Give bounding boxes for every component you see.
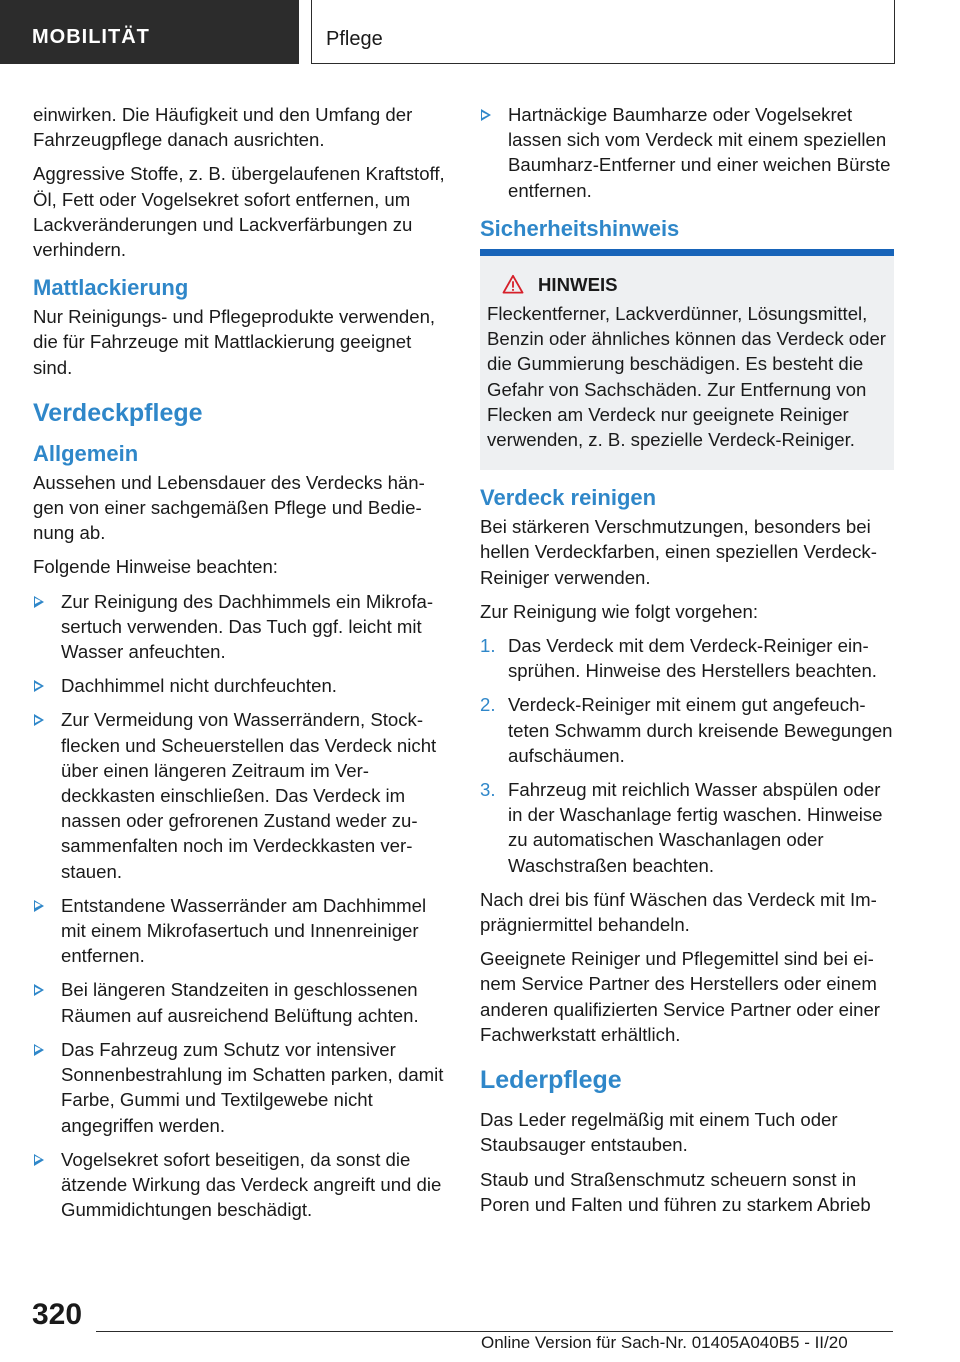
- hinweise-list: [33, 589, 448, 1223]
- lederpflege-text: Staub und Straßenschmutz scheuern sonst in Poren und Falten und führen zu starkem Abrieb: [480, 1168, 871, 1215]
- triangle-bullet-icon: [34, 680, 44, 692]
- list-lead: Folgende Hinweise beachten:: [33, 556, 278, 578]
- heading-sicherheitshinweis: Sicherheitshinweis: [480, 215, 680, 241]
- intro-paragraph: einwirken. Die Häufigkeit und den Umfang der Fahrzeugpflege danach ausrichten.: [33, 104, 413, 151]
- list-item: [33, 589, 448, 665]
- continued-list: [480, 102, 894, 203]
- heading-allgemein: Allgemein: [33, 440, 139, 466]
- list-item: [33, 1147, 448, 1223]
- right-column: [480, 102, 894, 1226]
- heading-mattlackierung: Mattlackierung: [33, 275, 189, 301]
- step-item: [480, 692, 894, 768]
- notice-box: [480, 256, 894, 470]
- step-number: 2.: [480, 694, 496, 716]
- list-item: [33, 893, 448, 969]
- left-column: [33, 102, 448, 1231]
- list-item: [33, 1037, 448, 1138]
- step-text: Fahrzeug mit reichlich Wasser abspülen oder in der Waschanlage fertig waschen. Hinweise zu automatischen Waschanlagen oder Waschstraßen beachten.: [508, 779, 883, 876]
- bezugsquellen-text: Geeignete Reiniger und Pflegemittel sind bei einem Service Partner des Herstellers oder einem anderen qualifizierten Service Partner oder einer Fachwerkstatt erhältlich.: [480, 948, 880, 1045]
- step-number: 3.: [480, 779, 496, 801]
- heading-verdeck-reinigen: Verdeck reinigen: [480, 485, 657, 511]
- footer-divider: [96, 1331, 893, 1332]
- heading-verdeckpflege: Verdeckpflege: [33, 398, 203, 427]
- reinigen-text: Bei stärkeren Verschmutzungen, besonders bei hellen Verdeckfarben, einen speziellen Verdeck-Reiniger verwenden.: [480, 516, 877, 588]
- step-item: [480, 777, 894, 878]
- notice-header: [502, 272, 886, 297]
- page-number: 320: [32, 1298, 83, 1331]
- list-item-text: Bei längeren Standzeiten in geschlossenen Räumen auf ausreichend Belüftung achten.: [61, 979, 419, 1026]
- list-item: [33, 673, 448, 698]
- triangle-bullet-icon: [481, 109, 491, 121]
- intro-paragraph: Aggressive Stoffe, z. B. übergelaufenen Kraftstoff, Öl, Fett oder Vogelsekret sofort entfernen, um Lackveränderungen und Lackverfärbungen zu verhindern.: [33, 163, 445, 261]
- allgemein-text: Aussehen und Lebensdauer des Verdecks hängen von einer sachgemäßen Pflege und Bedienung ab.: [33, 471, 425, 544]
- list-item-text: Zur Vermeidung von Wasserrändern, Stockflecken und Scheuerstellen das Verdeck nicht über einen längeren Zeitraum im Verdeckkasten einschließen. Das Verdeck im nassen oder gefrorenen Zustand weder zusammenfalten noch im Verdeckkasten verstauen.: [61, 709, 437, 882]
- heading-lederpflege: Lederpflege: [480, 1066, 622, 1095]
- chapter-title: Pflege: [326, 28, 383, 50]
- section-title: MOBILITÄT: [32, 26, 150, 48]
- steps-list: [480, 633, 894, 878]
- triangle-bullet-icon: [34, 1154, 44, 1166]
- triangle-bullet-icon: [34, 714, 44, 726]
- step-item: [480, 633, 894, 683]
- impraegnier-text: Nach drei bis fünf Wäschen das Verdeck mit Imprägniermittel behandeln.: [480, 888, 877, 936]
- list-item-text: Zur Reinigung des Dachhimmels ein Mikrofasertuch verwenden. Das Tuch ggf. leicht mit Wasser anfeuchten.: [61, 590, 434, 663]
- notice-label: HINWEIS: [538, 273, 618, 295]
- triangle-bullet-icon: [34, 1044, 44, 1056]
- section-header: [0, 0, 299, 64]
- chapter-header: [311, 0, 895, 64]
- list-item-text: Das Fahrzeug zum Schutz vor intensiver Sonnenbestrahlung im Schatten parken, damit Farbe, Gummi und Textilgewebe nicht angegriffen werden.: [61, 1038, 444, 1136]
- notice-text: Fleckentferner, Lackverdünner, Lösungsmittel, Benzin oder ähnliches können das Verdeck oder die Gummierung beschädigen. Es besteht die Gefahr von Sachschäden. Zur Entfernung von Flecken am Verdeck nur geeignete Reiniger verwenden, z. B. spezielle Verdeck-Reiniger.: [487, 303, 887, 451]
- footer-text: Online Version für Sach-Nr. 01405A040B5 - II/20: [481, 1333, 848, 1352]
- step-text: Das Verdeck mit dem Verdeck-Reiniger einsprühen. Hinweise des Herstellers beachten.: [508, 635, 877, 682]
- list-item-text: Entstandene Wasserränder am Dachhimmel mit einem Mikrofasertuch und Innenreiniger entfernen.: [61, 894, 427, 967]
- step-number: 1.: [480, 635, 496, 657]
- lederpflege-text: Das Leder regelmäßig mit einem Tuch oder Staubsauger entstauben.: [480, 1109, 838, 1156]
- mattlackierung-text: Nur Reinigungs- und Pflegeprodukte verwenden, die für Fahrzeuge mit Mattlackierung geeignet sind.: [33, 306, 436, 378]
- triangle-bullet-icon: [34, 984, 44, 996]
- triangle-bullet-icon: [34, 596, 44, 608]
- steps-lead: Zur Reinigung wie folgt vorgehen:: [480, 600, 759, 622]
- list-item: [33, 977, 448, 1027]
- list-item-text: Vogelsekret sofort beseitigen, da sonst die ätzende Wirkung das Verdeck angreift und die Gummidichtungen beschädigt.: [61, 1148, 442, 1221]
- list-item: [33, 707, 448, 883]
- warning-triangle-icon: [502, 274, 524, 294]
- triangle-bullet-icon: [34, 900, 44, 912]
- list-item-text: Hartnäckige Baumharze oder Vogelsekret lassen sich vom Verdeck mit einem speziellen Baumharz-Entferner und einer weichen Bürste entfernen.: [508, 104, 891, 201]
- list-item: [480, 102, 894, 203]
- step-text: Verdeck-Reiniger mit einem gut angefeuchteten Schwamm durch kreisende Bewegungen aufschäumen.: [508, 694, 893, 766]
- notice-bar: [480, 249, 894, 256]
- list-item-text: Dachhimmel nicht durchfeuchten.: [61, 675, 337, 697]
